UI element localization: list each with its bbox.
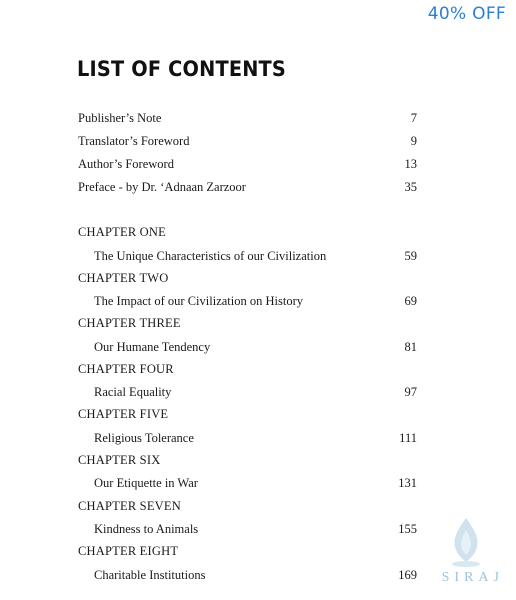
- toc-entry-page: 9: [410, 134, 417, 148]
- chapter-entry: [94, 430, 417, 446]
- chapter-label: CHAPTER SEVEN: [78, 499, 181, 513]
- chapter-entry: [94, 248, 417, 264]
- chapter-label: CHAPTER FIVE: [78, 407, 169, 421]
- chapter-entry: [94, 567, 417, 583]
- toc-entry: [78, 179, 417, 195]
- chapter-entry-title: The Impact of our Civilization on History: [94, 294, 303, 308]
- chapter-label: CHAPTER EIGHT: [78, 544, 179, 558]
- chapter-label: CHAPTER FOUR: [78, 362, 174, 376]
- toc-entry: [78, 156, 417, 172]
- chapter-label: CHAPTER THREE: [78, 316, 181, 330]
- chapter-entry-title: Charitable Institutions: [94, 568, 206, 582]
- chapter-entry-page: 111: [399, 431, 417, 445]
- chapter-entry-page: 155: [398, 522, 417, 536]
- discount-badge: 40% OFF: [427, 4, 506, 24]
- toc-entry-title: Translator’s Foreword: [78, 134, 190, 148]
- toc-entry-title: Preface - by Dr. ‘Adnaan Zarzoor: [78, 180, 246, 194]
- chapter-label: CHAPTER SIX: [78, 453, 161, 467]
- chapter-entry-page: 97: [404, 385, 417, 399]
- chapter-entry-page: 131: [398, 476, 417, 490]
- chapter-label: CHAPTER TWO: [78, 271, 169, 285]
- chapter-entry-page: 81: [404, 340, 417, 354]
- chapter-entry-title: Our Humane Tendency: [94, 340, 211, 354]
- chapter-label: CHAPTER ONE: [78, 225, 166, 239]
- toc-entry: [78, 110, 417, 126]
- chapter-entry: [94, 339, 417, 355]
- toc-entry-title: Publisher’s Note: [78, 111, 162, 125]
- chapter-entry-title: The Unique Characteristics of our Civilization: [94, 249, 327, 263]
- chapter-entry-title: Our Etiquette in War: [94, 476, 198, 490]
- chapter-entry-title: Racial Equality: [94, 385, 172, 399]
- toc-entry-page: 13: [404, 157, 417, 171]
- chapter-entry-title: Kindness to Animals: [94, 522, 199, 536]
- chapter-entry-title: Religious Tolerance: [94, 431, 194, 445]
- chapter-entry: [94, 521, 417, 537]
- watermark-text: SIRAJ: [441, 570, 504, 585]
- chapter-entry: [94, 293, 417, 309]
- chapter-entry: [94, 475, 417, 491]
- chapter-entry-page: 59: [404, 249, 417, 263]
- toc-entry-page: 7: [410, 111, 417, 125]
- chapter-entry-page: 69: [404, 294, 417, 308]
- chapter-entry-page: 169: [398, 568, 417, 582]
- chapter-entry: [94, 384, 417, 400]
- toc-entry-page: 35: [404, 180, 417, 194]
- toc-entry: [78, 133, 417, 149]
- toc-entry-title: Author’s Foreword: [78, 157, 174, 171]
- contents-heading: LIST OF CONTENTS: [77, 57, 287, 81]
